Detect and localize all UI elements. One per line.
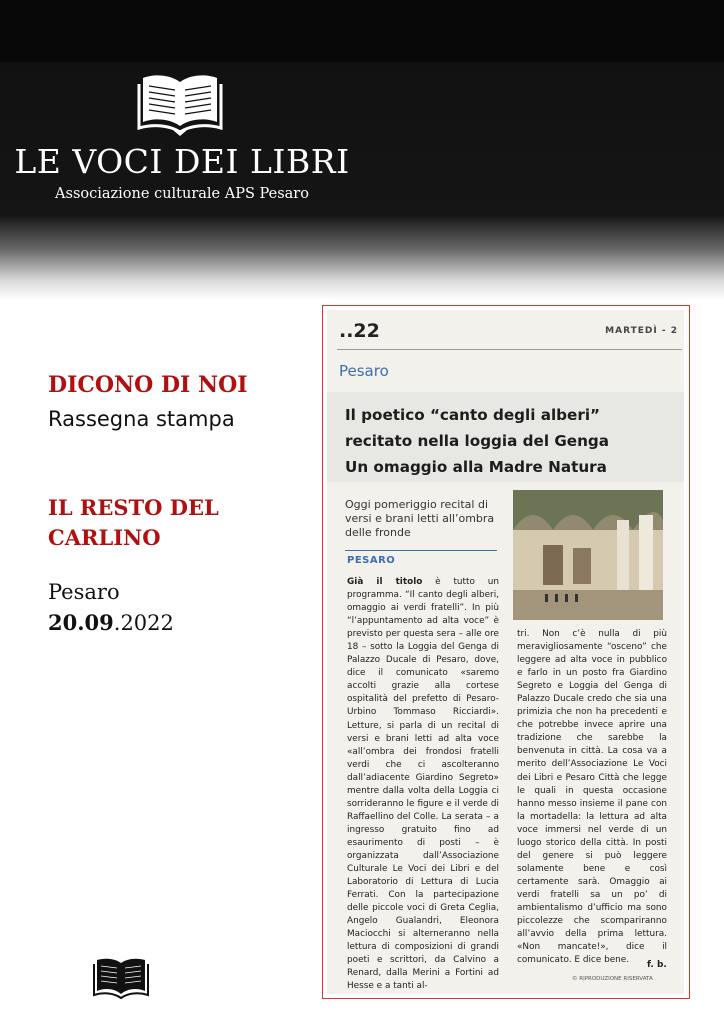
author-signature: f. b. [647, 960, 667, 970]
top-band [0, 0, 724, 62]
divider [337, 349, 682, 350]
copyright-note: © RIPRODUZIONE RISERVATA [572, 976, 653, 982]
article-column-2: tri. Non c’è nulla di più meravigliosamente “osceno” che leggere ad alta voce in pubblico e farlo in un posto fra Giardino Segreto e Loggia del Genga di Palazzo Ducale credo che sia una primizia che non ha precedenti e che potrebbe invece aprire una tradizione che sarebbe la benvenuta in città. La cosa va a merito dell’Associazione Le Voci dei Libri e Pesaro Città che legge le quali in questa occasione hanno messo insieme il pane con la mortadella: la lettura ad alta voce immersi nel verde di un luogo storico della città. In posti del genere si può leggere solamente bene e così certamente sarà. Omaggio ai verdi fratelli sa un po’ di ambientalismo d’ufficio ma sono piccolezze che scompariranno all’avvio della prima lettura. «Non mancate!», dice il comunicato. E dice bene. [517, 629, 667, 966]
subheading: Oggi pomeriggio recital di versi e brani letti all’ombra delle fronde [345, 498, 495, 539]
subheading-rule [345, 550, 497, 551]
headline-line-2: recitato nella loggia del Genga [345, 432, 610, 450]
category-title: DICONO DI NOI [48, 372, 248, 398]
weekday-label: MARTEDÌ - 2 [605, 326, 678, 336]
column-1-text: è tutto un programma. “Il canto degli alberi, omaggio ai verdi fratelli”. In più “l’appuntamento ad alta voce” è previsto per questa sera – alle ore 18 – sotto la Loggia del Genga di Palazzo Ducale di Pesaro, dove, dice il comunicato «saremo accolti grazie alla cortese ospitalità del prefetto di Pesaro-Urbino Tommaso Ricciardi». Letture, si parla di un recital di versi e brani letti ad alta voce «all’ombra dei frondosi fratelli verdi che ci ascolteranno dall’adiacente Giardino Segreto» mentre dalla volta della Loggia ci sorrideranno le figure e il verde di Raffaellino del Colle. La serata – a ingresso gratuito fino ad esaurimento di posti – è organizzata dall’Associazione Culturale Le Voci dei Libri e del Laboratorio di Lettura di Lucia Ferrati. Con la partecipazione delle piccole voci di Greta Ceglia, Angelo Gualandri, Eleonora Maciocchi si alterneranno nella lettura di composizioni di grandi poeti e scrittori, da Calvino a Renard, dalla Merini a Fortini ad Hesse e a tanti al- [347, 577, 500, 992]
article-column-1 [347, 576, 499, 994]
category-subtitle: Rassegna stampa [48, 407, 235, 431]
open-book-logo-icon [137, 70, 223, 136]
article-date [48, 610, 174, 635]
open-book-footer-icon [93, 955, 149, 1001]
headline-line-3: Un omaggio alla Madre Natura [345, 458, 607, 476]
headline-line-1: Il poetico “canto degli alberi” [345, 406, 601, 424]
date-year: .2022 [113, 611, 174, 635]
section-label: Pesaro [339, 362, 389, 380]
location-label: PESARO [347, 555, 396, 566]
loggia-photo [513, 490, 663, 620]
date-day-month: 20.09 [48, 610, 114, 635]
page-number: ..22 [339, 320, 380, 342]
newspaper-name: IL RESTO DEL CARLINO [48, 495, 219, 550]
headline [345, 402, 675, 480]
newspaper-clipping [327, 310, 684, 994]
brand-name: LE VOCI DEI LIBRI [14, 142, 350, 181]
article-lead: Già il titolo [347, 577, 423, 587]
press-clipping-frame [322, 305, 690, 999]
brand-subtitle: Associazione culturale APS Pesaro [55, 186, 309, 202]
city-label: Pesaro [48, 580, 120, 604]
